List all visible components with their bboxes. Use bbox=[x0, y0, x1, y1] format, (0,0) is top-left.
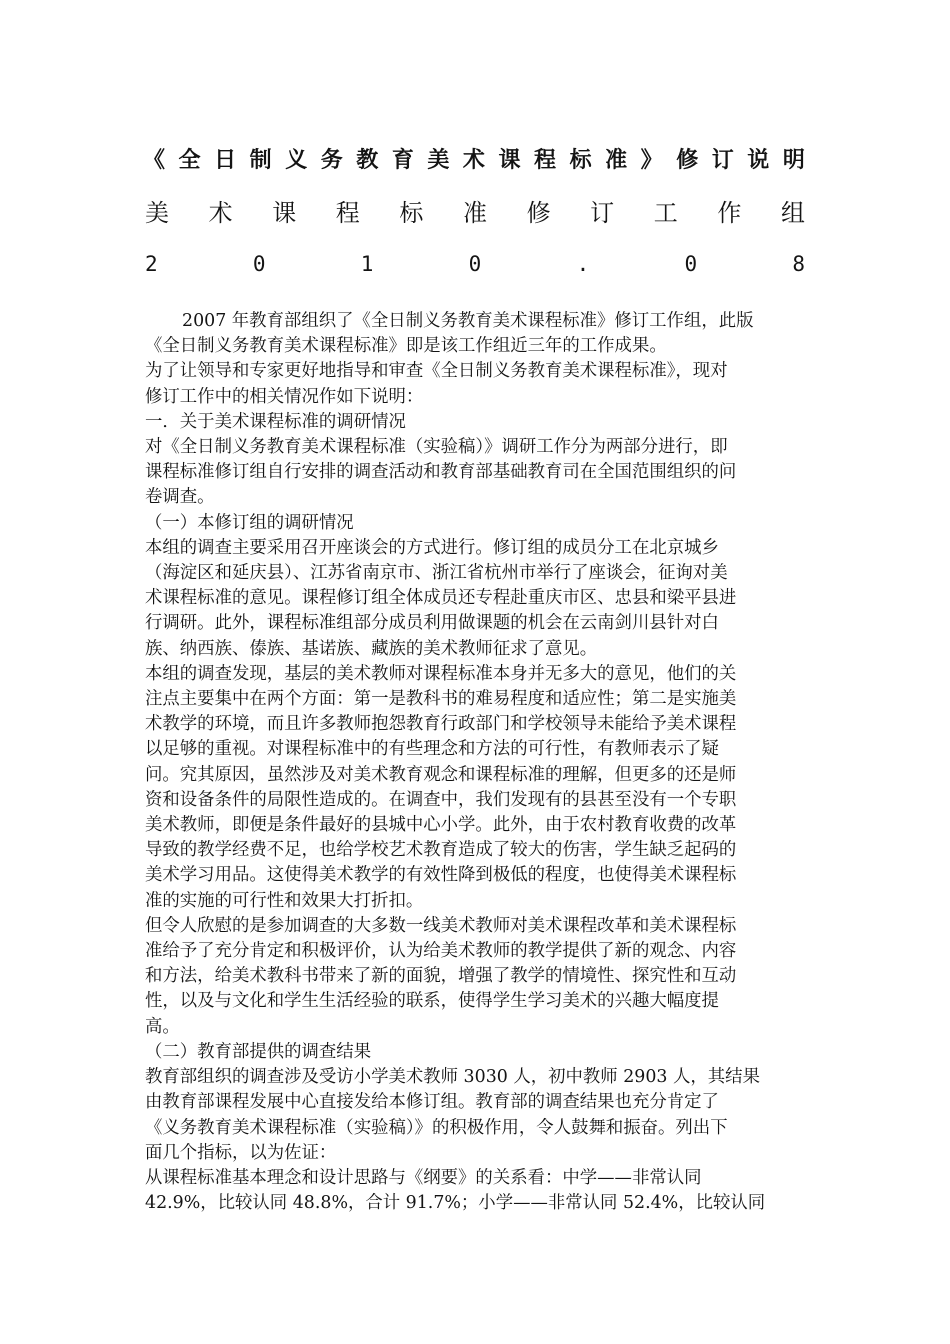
text-line: 《义务教育美术课程标准（实验稿）》的积极作用，令人鼓舞和振奋。列出下 bbox=[145, 1117, 728, 1138]
text-line: 资和设备条件的局限性造成的。在调查中，我们发现有的县甚至没有一个专职 bbox=[145, 789, 737, 810]
text-line: 准的实施的可行性和效果大打折扣。 bbox=[145, 890, 424, 911]
text-line: 问。究其原因，虽然涉及对美术教育观念和课程标准的理解，但更多的还是师 bbox=[145, 764, 737, 785]
text-line: 对《全日制义务教育美术课程标准（实验稿）》调研工作分为两部分进行，即 bbox=[145, 437, 728, 458]
text-line: 性，以及与文化和学生生活经验的联系，使得学生学习美术的兴趣大幅度提 bbox=[145, 991, 719, 1012]
document-author: 美 术 课 程 标 准 修 订 工 作 组 bbox=[145, 199, 805, 227]
text-line: 但令人欣慰的是参加调查的大多数一线美术教师对美术课程改革和美术课程标 bbox=[145, 915, 737, 936]
text-line: 本组的调查发现，基层的美术教师对课程标准本身并无多大的意见，他们的关 bbox=[145, 663, 737, 684]
text-line: 以足够的重视。对课程标准中的有些理念和方法的可行性，有教师表示了疑 bbox=[145, 739, 719, 760]
document-title: 《 全 日 制 义 务 教 育 美 术 课 程 标 准 》 修 订 说 明 bbox=[143, 148, 805, 173]
text-line: 美术教师，即便是条件最好的县城中心小学。此外，由于农村教育收费的改革 bbox=[145, 815, 737, 836]
text-line: 课程标准修订组自行安排的调查活动和教育部基础教育司在全国范围组织的问 bbox=[145, 462, 737, 483]
text-line: 卷调查。 bbox=[145, 487, 215, 508]
text-line: 导致的教学经费不足，也给学校艺术教育造成了较大的伤害，学生缺乏起码的 bbox=[145, 840, 737, 861]
document-body bbox=[145, 309, 805, 1216]
text-line: 2007 年教育部组织了《全日制义务教育美术课程标准》修订工作组，此版 bbox=[182, 311, 754, 331]
text-line: 修订工作中的相关情况作如下说明： bbox=[145, 386, 424, 407]
text-line: 由教育部课程发展中心直接发给本修订组。教育部的调查结果也充分肯定了 bbox=[145, 1092, 719, 1113]
text-line: 高。 bbox=[145, 1016, 180, 1037]
text-line: （海淀区和延庆县）、江苏省南京市、浙江省杭州市举行了座谈会，征询对美 bbox=[145, 563, 728, 584]
text-line: 族、纳西族、傣族、基诺族、藏族的美术教师征求了意见。 bbox=[145, 638, 598, 659]
text-line: （一）本修订组的调研情况 bbox=[145, 512, 354, 533]
text-line: 准给予了充分肯定和积极评价，认为给美术教师的教学提供了新的观念、内容 bbox=[145, 941, 737, 962]
text-line: 面几个指标，以为佐证： bbox=[145, 1142, 337, 1163]
text-line: 《全日制义务教育美术课程标准》即是该工作组近三年的工作成果。 bbox=[145, 336, 667, 357]
document-date: 2 0 1 0 . 0 8 bbox=[145, 252, 805, 276]
text-line: 行调研。此外，课程标准组部分成员利用做课题的机会在云南剑川县针对白 bbox=[145, 613, 719, 634]
text-line: 为了让领导和专家更好地指导和审查《全日制义务教育美术课程标准》，现对 bbox=[145, 361, 728, 382]
text-line: 美术学习用品。这使得美术教学的有效性降到极低的程度，也使得美术课程标 bbox=[145, 865, 737, 886]
text-line: 本组的调查主要采用召开座谈会的方式进行。修订组的成员分工在北京城乡 bbox=[145, 537, 719, 558]
text-line: 从课程标准基本理念和设计思路与《纲要》的关系看：中学——非常认同 bbox=[145, 1167, 702, 1188]
text-line: 和方法，给美术教科书带来了新的面貌，增强了教学的情境性、探究性和互动 bbox=[145, 966, 737, 987]
text-line: （二）教育部提供的调查结果 bbox=[145, 1041, 372, 1062]
text-line: 一．关于美术课程标准的调研情况 bbox=[145, 411, 406, 432]
text-line: 教育部组织的调查涉及受访小学美术教师 3030 人，初中教师 2903 人，其结果 bbox=[145, 1067, 760, 1088]
text-line: 注点主要集中在两个方面：第一是教科书的难易程度和适应性；第二是实施美 bbox=[145, 689, 737, 710]
text-line: 术课程标准的意见。课程修订组全体成员还专程赴重庆市区、忠县和梁平县进 bbox=[145, 588, 737, 609]
text-line: 42.9%，比较认同 48.8%，合计 91.7%；小学——非常认同 52.4%，比较认同 bbox=[145, 1193, 766, 1214]
text-line: 术教学的环境，而且许多教师抱怨教育行政部门和学校领导未能给予美术课程 bbox=[145, 714, 737, 735]
